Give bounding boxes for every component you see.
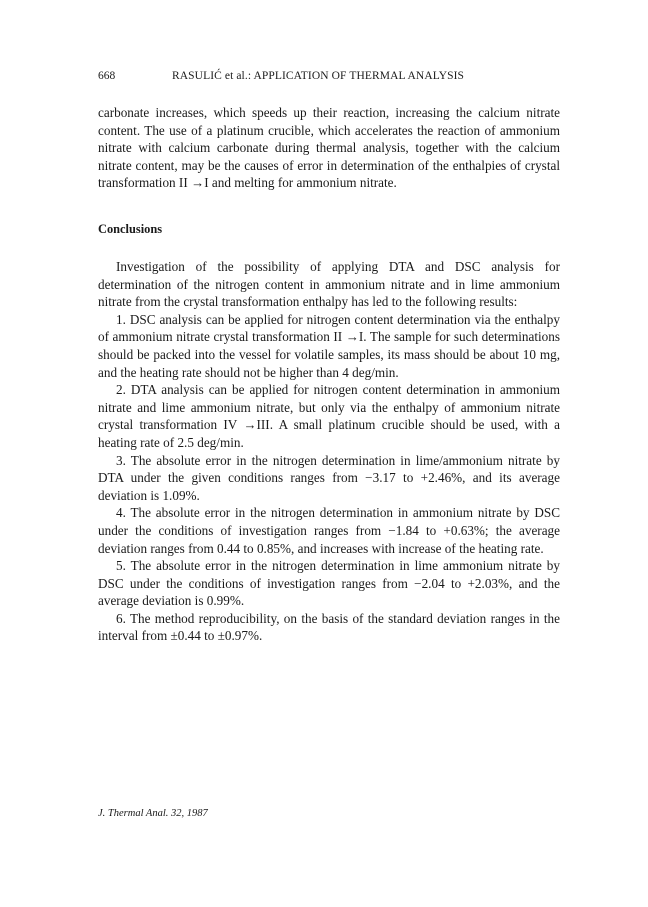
running-head <box>98 70 560 82</box>
journal-page <box>98 0 560 907</box>
conclusion-item-1: 1. DSC analysis can be applied for nitrogen content determination via the enthalpy of ammonium nitrate crystal transformation II →I. The sample for such determinations should be packed into the vessel for volatile samples, its mass should be about 10 mg, and the heating rate should not be higher than 4 deg/min. <box>98 311 560 380</box>
conclusion-item-2: 2. DTA analysis can be applied for nitrogen content determination in ammonium nitrate and lime ammonium nitrate, but only via the enthalpy of ammonium nitrate crystal transformation IV →III. A small platinum crucible should be used, with a heating rate of 2.5 deg/min. <box>98 382 560 450</box>
conclusion-item-3: 3. The absolute error in the nitrogen determination in lime/ammonium nitrate by DTA under the given conditions ranges from −3.17 to +2.46%, and its average deviation is 1.09%. <box>98 452 560 503</box>
conclusion-item-5: 5. The absolute error in the nitrogen determination in lime ammonium nitrate by DSC under the conditions of investigation ranges from −2.04 to +2.03%, and the average deviation is 0.99%. <box>98 558 560 609</box>
conclusion-item-4: 4. The absolute error in the nitrogen determination in ammonium nitrate by DSC under the conditions of investigation ranges from −1.84 to +0.63%; the average deviation ranges from 0.44 to 0.85%, and increases with increase of the heating rate. <box>98 505 560 556</box>
running-title: RASULIĆ et al.: APPLICATION OF THERMAL ANALYSIS <box>172 70 465 82</box>
page-number: 668 <box>98 70 116 82</box>
intro-paragraph-block <box>98 104 560 192</box>
intro-paragraph: carbonate increases, which speeds up their reaction, increasing the calcium nitrate content. The use of a platinum crucible, which accelerates the reaction of ammonium nitrate with calcium carbonate during thermal analysis, together with the calcium nitrate content, may be the causes of error in determination of the enthalpies of crystal transformation II →I and melting for ammonium nitrate. <box>98 105 560 191</box>
conclusion-item-6: 6. The method reproducibility, on the basis of the standard deviation ranges in the interval from ±0.44 to ±0.97%. <box>98 610 560 644</box>
conclusions-lead: Investigation of the possibility of applying DTA and DSC analysis for determination of the nitrogen content in ammonium nitrate and in lime ammonium nitrate from the crystal transformation enthalpy has led to the following results: <box>98 259 560 310</box>
conclusions-body <box>98 258 560 645</box>
section-heading: Conclusions <box>98 222 163 236</box>
journal-citation: J. Thermal Anal. 32, 1987 <box>98 808 208 819</box>
